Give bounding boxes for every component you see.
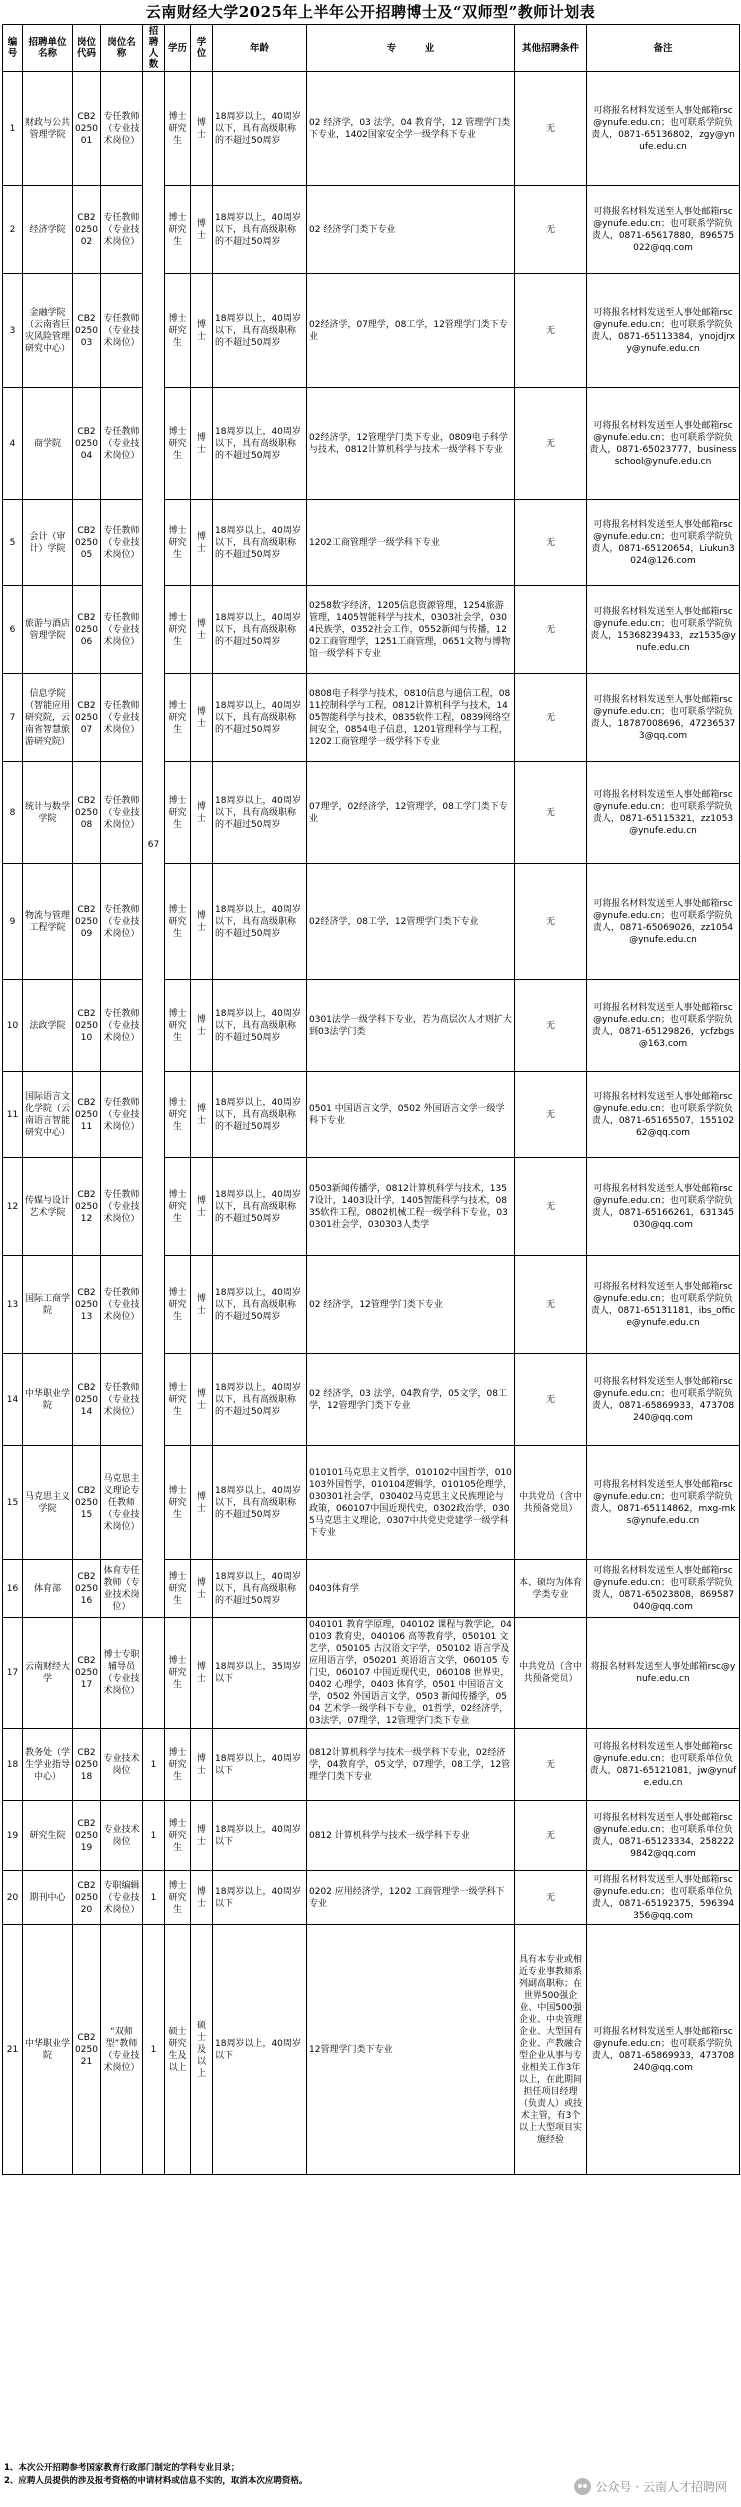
table-row <box>3 186 740 274</box>
page-title: 云南财经大学2025年上半年公开招聘博士及“双师型”教师计划表 <box>145 3 596 21</box>
age-requirement-cell: 18周岁以上，40周岁以下，具有高级职称的不超过50周岁 <box>213 500 307 586</box>
age-requirement-cell: 18周岁以上，40周岁以下，具有高级职称的不超过50周岁 <box>213 186 307 274</box>
headcount-cell: 1 <box>143 1729 165 1801</box>
age-requirement-cell: 18周岁以上，40周岁以下 <box>213 1801 307 1871</box>
row-number-cell: 7 <box>3 674 23 762</box>
degree-cell: 博士 <box>191 1729 213 1801</box>
degree-cell: 博士 <box>191 1801 213 1871</box>
remarks-cell: 可将报名材料发送至人事处邮箱rsc@ynufe.edu.cn；也可联系学院负责人，0871-65617880，896575022@qq.com <box>587 186 740 274</box>
major-cell: 02经济学，07理学，08工学，12管理学门类下专业 <box>307 274 515 388</box>
post-name-cell: 专任教师（专业技术岗位） <box>101 388 143 500</box>
row-number-cell: 8 <box>3 762 23 864</box>
education-cell: 博士研究生 <box>165 1801 191 1871</box>
header-cell: 编号 <box>3 25 23 72</box>
major-cell: 12管理学门类下专业 <box>307 1925 515 2175</box>
age-requirement-cell: 18周岁以上，35周岁以下 <box>213 1618 307 1729</box>
degree-cell: 博士 <box>191 1072 213 1158</box>
unit-name-cell: 信息学院（智能应用研究院，云南省智慧旅游研究院） <box>23 674 73 762</box>
other-conditions-cell: 中共党员（含中共预备党员） <box>515 1446 587 1560</box>
post-code-cell: CB2025005 <box>73 500 101 586</box>
footnote: 2、应聘人员提供的涉及报考资格的申请材料或信息不实的，取消本次应聘资格。 <box>4 2476 308 2486</box>
table-row <box>3 586 740 674</box>
unit-name-cell: 经济学院 <box>23 186 73 274</box>
post-code-cell: CB2025006 <box>73 586 101 674</box>
remarks-cell: 可将报名材料发送至人事处邮箱rsc@ynufe.edu.cn；也可联系单位负责人，0871-65121081，jw@ynufe.edu.cn <box>587 1729 740 1801</box>
post-code-cell: CB2025010 <box>73 980 101 1072</box>
table-row <box>3 674 740 762</box>
unit-name-cell: 会计（审计）学院 <box>23 500 73 586</box>
post-name-cell: 专任教师（专业技术岗位） <box>101 274 143 388</box>
major-cell: 0812计算机科学与技术一级学科下专业，02经济学，04教育学，05文学，07理学，08工学，12管理学门类下专业 <box>307 1729 515 1801</box>
table-row <box>3 1446 740 1560</box>
header-cell: 招聘单位名称 <box>23 25 73 72</box>
unit-name-cell: 旅游与酒店管理学院 <box>23 586 73 674</box>
age-requirement-cell: 18周岁以上，40周岁以下，具有高级职称的不超过50周岁 <box>213 1354 307 1446</box>
degree-cell: 博士 <box>191 72 213 186</box>
education-cell: 博士研究生 <box>165 762 191 864</box>
header-cell: 学历 <box>165 25 191 72</box>
table-row <box>3 1072 740 1158</box>
post-code-cell: CB2025017 <box>73 1618 101 1729</box>
row-number-cell: 1 <box>3 72 23 186</box>
age-requirement-cell: 18周岁以上，40周岁以下，具有高级职称的不超过50周岁 <box>213 1072 307 1158</box>
unit-name-cell: 法政学院 <box>23 980 73 1072</box>
other-conditions-cell: 中共党员（含中共预备党员） <box>515 1618 587 1729</box>
remarks-cell: 可将报名材料发送至人事处邮箱rsc@ynufe.edu.cn；也可联系学院负责人，0871-65114862，mxg-mks@ynufe.edu.cn <box>587 1446 740 1560</box>
age-requirement-cell: 18周岁以上，40周岁以下，具有高级职称的不超过50周岁 <box>213 388 307 500</box>
post-name-cell: 专任教师（专业技术岗位） <box>101 500 143 586</box>
unit-name-cell: 马克思主义学院 <box>23 1446 73 1560</box>
education-cell: 博士研究生 <box>165 1256 191 1354</box>
row-number-cell: 14 <box>3 1354 23 1446</box>
row-number-cell: 6 <box>3 586 23 674</box>
table-row <box>3 1801 740 1871</box>
age-requirement-cell: 18周岁以上，40周岁以下，具有高级职称的不超过50周岁 <box>213 674 307 762</box>
post-code-cell: CB2025002 <box>73 186 101 274</box>
education-cell: 博士研究生 <box>165 1446 191 1560</box>
wechat-icon <box>574 2478 591 2495</box>
post-code-cell: CB2025004 <box>73 388 101 500</box>
major-cell: 02 经济学，03 法学，04 教育学，12 管理学门类下专业，1402国家安全学一级学科下专业 <box>307 72 515 186</box>
table-row <box>3 1560 740 1618</box>
row-number-cell: 20 <box>3 1871 23 1925</box>
remarks-cell: 可将报名材料发送至人事处邮箱rsc@ynufe.edu.cn；也可联系学院负责人，0871-65113384，ynojdjrxy@ynufe.edu.cn <box>587 274 740 388</box>
degree-cell: 博士 <box>191 1158 213 1256</box>
degree-cell: 博士 <box>191 674 213 762</box>
education-cell: 博士研究生 <box>165 1072 191 1158</box>
unit-name-cell: 金融学院（云南省巨灾风险管理研究中心） <box>23 274 73 388</box>
post-name-cell: 专职编辑（专业技术岗位） <box>101 1871 143 1925</box>
education-cell: 博士研究生 <box>165 388 191 500</box>
major-cell: 0808电子科学与技术，0810信息与通信工程，0811控制科学与工程，0812计算机科学与技术，1405智能科学与技术，0835软件工程，0839网络空间安全，0854电子信息，1201管理科学与工程，1202工商管理学一级学科下专业 <box>307 674 515 762</box>
unit-name-cell: 商学院 <box>23 388 73 500</box>
post-name-cell: 专任教师（专业技术岗位） <box>101 72 143 186</box>
major-cell: 0812 计算机科学与技术一级学科下专业 <box>307 1801 515 1871</box>
other-conditions-cell: 本、硕均为体育学类专业 <box>515 1560 587 1618</box>
education-cell: 博士研究生 <box>165 864 191 980</box>
other-conditions-cell: 无 <box>515 1256 587 1354</box>
education-cell: 博士研究生 <box>165 72 191 186</box>
education-cell: 博士研究生 <box>165 186 191 274</box>
table-row <box>3 72 740 186</box>
other-conditions-cell: 无 <box>515 1801 587 1871</box>
table-row <box>3 1158 740 1256</box>
header-cell: 学位 <box>191 25 213 72</box>
post-name-cell: 专任教师（专业技术岗位） <box>101 1354 143 1446</box>
unit-name-cell: 期刊中心 <box>23 1871 73 1925</box>
education-cell: 博士研究生 <box>165 1560 191 1618</box>
post-name-cell: 专任教师（专业技术岗位） <box>101 864 143 980</box>
table-row <box>3 1925 740 2175</box>
table-row <box>3 1729 740 1801</box>
other-conditions-cell: 无 <box>515 1871 587 1925</box>
other-conditions-cell: 无 <box>515 388 587 500</box>
degree-cell: 博士 <box>191 1256 213 1354</box>
table-header-row <box>3 25 740 72</box>
headcount-cell <box>143 1618 165 1729</box>
header-cell: 年龄 <box>213 25 307 72</box>
row-number-cell: 13 <box>3 1256 23 1354</box>
table-row <box>3 1618 740 1729</box>
post-name-cell: 专任教师（专业技术岗位） <box>101 586 143 674</box>
table-row <box>3 864 740 980</box>
major-cell: 040101 教育学原理，040102 课程与教学论，040103 教育史，040106 高等教育学，050101 文艺学，050105 古汉语文字学，050102 语言学及应用语言学，050201 英语语言文学，060105 专门史，060107 中国近现代史，060108 世界史，0402 心理学，0403 体育学，0501 中国语言文学，0502 外国语言文学，0503 新闻传播学，0504 艺术学一级学科下专业，01哲学，02经济学，03法学，07理学，12管理学门类下专业 <box>307 1618 515 1729</box>
table-row <box>3 500 740 586</box>
other-conditions-cell: 无 <box>515 762 587 864</box>
other-conditions-cell: 无 <box>515 864 587 980</box>
headcount-cell: 1 <box>143 1871 165 1925</box>
age-requirement-cell: 18周岁以上，40周岁以下，具有高级职称的不超过50周岁 <box>213 1256 307 1354</box>
post-code-cell: CB2025020 <box>73 1871 101 1925</box>
row-number-cell: 17 <box>3 1618 23 1729</box>
major-cell: 0501 中国语言文学，0502 外国语言文学一级学科下专业 <box>307 1072 515 1158</box>
unit-name-cell: 传媒与设计艺术学院 <box>23 1158 73 1256</box>
post-code-cell: CB2025021 <box>73 1925 101 2175</box>
remarks-cell: 可将报名材料发送至人事处邮箱rsc@ynufe.edu.cn；也可联系学院负责人，0871-65120654，Liukun3024@126.com <box>587 500 740 586</box>
post-code-cell: CB2025012 <box>73 1158 101 1256</box>
header-cell: 岗位名称 <box>101 25 143 72</box>
table-row <box>3 762 740 864</box>
headcount-cell: 1 <box>143 1925 165 2175</box>
major-cell: 02经济学，12管理学门类下专业，0809电子科学与技术，0812计算机科学与技术一级学科下专业 <box>307 388 515 500</box>
major-cell: 0403体育学 <box>307 1560 515 1618</box>
post-name-cell: 专任教师（专业技术岗位） <box>101 762 143 864</box>
education-cell: 博士研究生 <box>165 980 191 1072</box>
unit-name-cell: 云南财经大学 <box>23 1618 73 1729</box>
remarks-cell: 将报名材料发送至人事处邮箱rsc@ynufe.edu.cn <box>587 1618 740 1729</box>
remarks-cell: 可将报名材料发送至人事处邮箱rsc@ynufe.edu.cn；也可联系学院负责人，0871-65129826，ycfzbgs@163.com <box>587 980 740 1072</box>
other-conditions-cell: 无 <box>515 1158 587 1256</box>
header-cell: 备注 <box>587 25 740 72</box>
post-code-cell: CB2025015 <box>73 1446 101 1560</box>
unit-name-cell: 国际语言文化学院（云南语言智能研究中心） <box>23 1072 73 1158</box>
header-cell: 专 业 <box>307 25 515 72</box>
degree-cell: 博士 <box>191 864 213 980</box>
remarks-cell: 可将报名材料发送至人事处邮箱rsc@ynufe.edu.cn；也可联系学院负责人，0871-65166261，631345030@qq.com <box>587 1158 740 1256</box>
unit-name-cell: 教务处（学生学业指导中心） <box>23 1729 73 1801</box>
unit-name-cell: 物流与管理工程学院 <box>23 864 73 980</box>
post-code-cell: CB2025007 <box>73 674 101 762</box>
recruitment-table <box>2 24 740 2175</box>
major-cell: 02经济学，08工学，12管理学门类下专业 <box>307 864 515 980</box>
other-conditions-cell: 无 <box>515 72 587 186</box>
header-cell: 招聘人数 <box>143 25 165 72</box>
post-name-cell: 专任教师（专业技术岗位） <box>101 1256 143 1354</box>
degree-cell: 博士 <box>191 500 213 586</box>
post-name-cell: 专任教师（专业技术岗位） <box>101 1072 143 1158</box>
remarks-cell: 可将报名材料发送至人事处邮箱rsc@ynufe.edu.cn；也可联系学院负责人，0871-65136802，zgy@ynufe.edu.cn <box>587 72 740 186</box>
major-cell: 010101马克思主义哲学，010102中国哲学，010103外国哲学，010104逻辑学，010105伦理学，030301社会学，030402马克思主义民族理论与政策，060107中国近现代史，0302政治学，0305马克思主义理论，0307中共党史党建学一级学科下专业 <box>307 1446 515 1560</box>
other-conditions-cell: 无 <box>515 1072 587 1158</box>
post-code-cell: CB2025019 <box>73 1801 101 1871</box>
degree-cell: 博士 <box>191 274 213 388</box>
row-number-cell: 4 <box>3 388 23 500</box>
post-name-cell: 体育专任教师（专业技术岗位） <box>101 1560 143 1618</box>
row-number-cell: 18 <box>3 1729 23 1801</box>
age-requirement-cell: 18周岁以上，40周岁以下，具有高级职称的不超过50周岁 <box>213 586 307 674</box>
headcount-cell: 67 <box>143 72 165 1618</box>
age-requirement-cell: 18周岁以上，40周岁以下 <box>213 1729 307 1801</box>
unit-name-cell: 研究生院 <box>23 1801 73 1871</box>
major-cell: 0301法学一级学科下专业，若为高层次人才则扩大到03法学门类 <box>307 980 515 1072</box>
education-cell: 博士研究生 <box>165 586 191 674</box>
other-conditions-cell: 具有本专业或相近专业事教师系列副高职称；在世界500强企业、中国500强企业、中央管理企业、大型国有企业、产教融合型企业从事与专业相关工作3年以上，在此期间担任项目经理（负责人）或技术主管，有3个以上大型项目实施经验 <box>515 1925 587 2175</box>
post-code-cell: CB2025003 <box>73 274 101 388</box>
education-cell: 博士研究生 <box>165 1871 191 1925</box>
other-conditions-cell: 无 <box>515 500 587 586</box>
post-name-cell: 专任教师（专业技术岗位） <box>101 1158 143 1256</box>
major-cell: 02 经济学，12管理学门类下专业 <box>307 1256 515 1354</box>
post-name-cell: 专任教师（专业技术岗位） <box>101 186 143 274</box>
unit-name-cell: 中华职业学院 <box>23 1925 73 2175</box>
age-requirement-cell: 18周岁以上，40周岁以下，具有高级职称的不超过50周岁 <box>213 1158 307 1256</box>
remarks-cell: 可将报名材料发送至人事处邮箱rsc@ynufe.edu.cn；也可联系学院负责人，0871-65131181，ibs_office@ynufe.edu.cn <box>587 1256 740 1354</box>
education-cell: 博士研究生 <box>165 674 191 762</box>
header-cell: 其他招聘条件 <box>515 25 587 72</box>
unit-name-cell: 中华职业学院 <box>23 1354 73 1446</box>
education-cell: 博士研究生 <box>165 1729 191 1801</box>
row-number-cell: 11 <box>3 1072 23 1158</box>
major-cell: 02 经济学门类下专业 <box>307 186 515 274</box>
post-name-cell: 马克思主义理论专任教师（专业技术岗位） <box>101 1446 143 1560</box>
other-conditions-cell: 无 <box>515 1354 587 1446</box>
major-cell: 07理学，02经济学，12管理学，08工学门类下专业 <box>307 762 515 864</box>
table-row <box>3 274 740 388</box>
table-row <box>3 1256 740 1354</box>
remarks-cell: 可将报名材料发送至人事处邮箱rsc@ynufe.edu.cn；也可联系学院负责人，18787008696，472365373@qq.com <box>587 674 740 762</box>
age-requirement-cell: 18周岁以上，40周岁以下 <box>213 1925 307 2175</box>
post-code-cell: CB2025013 <box>73 1256 101 1354</box>
age-requirement-cell: 18周岁以上，40周岁以下，具有高级职称的不超过50周岁 <box>213 274 307 388</box>
watermark-text: 公众号 · 云南人才招聘网 <box>595 2480 727 2494</box>
row-number-cell: 10 <box>3 980 23 1072</box>
remarks-cell: 可将报名材料发送至人事处邮箱rsc@ynufe.edu.cn；也可联系学院负责人，0871-65869933，473708240@qq.com <box>587 1354 740 1446</box>
age-requirement-cell: 18周岁以上，40周岁以下，具有高级职称的不超过50周岁 <box>213 762 307 864</box>
unit-name-cell: 国际工商学院 <box>23 1256 73 1354</box>
table-row <box>3 1871 740 1925</box>
degree-cell: 博士 <box>191 762 213 864</box>
remarks-cell: 可将报名材料发送至人事处邮箱rsc@ynufe.edu.cn；也可联系学院负责人，0871-65115321，zz1053@ynufe.edu.cn <box>587 762 740 864</box>
age-requirement-cell: 18周岁以上，40周岁以下，具有高级职称的不超过50周岁 <box>213 864 307 980</box>
unit-name-cell: 财政与公共管理学院 <box>23 72 73 186</box>
unit-name-cell: 统计与数学学院 <box>23 762 73 864</box>
post-name-cell: 专任教师（专业技术岗位） <box>101 980 143 1072</box>
remarks-cell: 可将报名材料发送至人事处邮箱rsc@ynufe.edu.cn；也可联系学院负责人，0871-65023777，businessschool@ynufe.edu.cn <box>587 388 740 500</box>
post-code-cell: CB2025009 <box>73 864 101 980</box>
education-cell: 博士研究生 <box>165 1354 191 1446</box>
post-code-cell: CB2025014 <box>73 1354 101 1446</box>
other-conditions-cell: 无 <box>515 980 587 1072</box>
age-requirement-cell: 18周岁以上，40周岁以下，具有高级职称的不超过50周岁 <box>213 980 307 1072</box>
post-name-cell: 专业技术岗位 <box>101 1729 143 1801</box>
post-name-cell: 博士专职辅导员（专业技术岗位） <box>101 1618 143 1729</box>
row-number-cell: 15 <box>3 1446 23 1560</box>
row-number-cell: 21 <box>3 1925 23 2175</box>
header-cell: 岗位代码 <box>73 25 101 72</box>
education-cell: 博士研究生 <box>165 1158 191 1256</box>
row-number-cell: 3 <box>3 274 23 388</box>
table-body <box>3 72 740 2175</box>
row-number-cell: 19 <box>3 1801 23 1871</box>
degree-cell: 博士 <box>191 1354 213 1446</box>
degree-cell: 博士 <box>191 1446 213 1560</box>
post-name-cell: “双师型”教师（专业技术岗位） <box>101 1925 143 2175</box>
remarks-cell: 可将报名材料发送至人事处邮箱rsc@ynufe.edu.cn；也可联系学院负责人，0871-65165507，15510262@qq.com <box>587 1072 740 1158</box>
remarks-cell: 可将报名材料发送至人事处邮箱rsc@ynufe.edu.cn；也可联系学院负责人，0871-65023808，869587040@qq.com <box>587 1560 740 1618</box>
age-requirement-cell: 18周岁以上，40周岁以下，具有高级职称的不超过50周岁 <box>213 1560 307 1618</box>
major-cell: 0202 应用经济学，1202 工商管理学一级学科下专业 <box>307 1871 515 1925</box>
other-conditions-cell: 无 <box>515 274 587 388</box>
post-code-cell: CB2025018 <box>73 1729 101 1801</box>
age-requirement-cell: 18周岁以上，40周岁以下，具有高级职称的不超过50周岁 <box>213 1446 307 1560</box>
row-number-cell: 2 <box>3 186 23 274</box>
remarks-cell: 可将报名材料发送至人事处邮箱rsc@ynufe.edu.cn；也可联系学院负责人，15368239433，zz1535@ynufe.edu.cn <box>587 586 740 674</box>
remarks-cell: 可将报名材料发送至人事处邮箱rsc@ynufe.edu.cn；也可联系单位负责人，0871-65123334，2582229842@qq.com <box>587 1801 740 1871</box>
post-code-cell: CB2025016 <box>73 1560 101 1618</box>
other-conditions-cell: 无 <box>515 1729 587 1801</box>
remarks-cell: 可将报名材料发送至人事处邮箱rsc@ynufe.edu.cn；也可联系学院负责人，0871-65069026，zz1054@ynufe.edu.cn <box>587 864 740 980</box>
post-code-cell: CB2025008 <box>73 762 101 864</box>
degree-cell: 博士 <box>191 186 213 274</box>
row-number-cell: 16 <box>3 1560 23 1618</box>
other-conditions-cell: 无 <box>515 674 587 762</box>
headcount-cell: 1 <box>143 1801 165 1871</box>
remarks-cell: 可将报名材料发送至人事处邮箱rsc@ynufe.edu.cn；也可联系学院负责人，0871-65869933，473708240@qq.com <box>587 1925 740 2175</box>
post-name-cell: 专业技术岗位 <box>101 1801 143 1871</box>
major-cell: 02 经济学，03 法学，04教育学，05文学，08工学，12管理学门类下专业 <box>307 1354 515 1446</box>
watermark <box>574 2478 727 2495</box>
post-code-cell: CB2025011 <box>73 1072 101 1158</box>
table-row <box>3 1354 740 1446</box>
education-cell: 硕士研究生及以上 <box>165 1925 191 2175</box>
education-cell: 博士研究生 <box>165 274 191 388</box>
row-number-cell: 12 <box>3 1158 23 1256</box>
education-cell: 博士研究生 <box>165 1618 191 1729</box>
major-cell: 0503新闻传播学，0812计算机科学与技术，1357设计，1403设计学，1405智能科学与技术，0835软件工程，0802机械工程一级学科下专业，030301社会学，030303人类学 <box>307 1158 515 1256</box>
unit-name-cell: 体育部 <box>23 1560 73 1618</box>
age-requirement-cell: 18周岁以上，40周岁以下 <box>213 1871 307 1925</box>
degree-cell: 博士 <box>191 388 213 500</box>
major-cell: 1202工商管理学一级学科下专业 <box>307 500 515 586</box>
other-conditions-cell: 无 <box>515 186 587 274</box>
post-code-cell: CB2025001 <box>73 72 101 186</box>
row-number-cell: 5 <box>3 500 23 586</box>
post-name-cell: 专任教师（专业技术岗位） <box>101 674 143 762</box>
education-cell: 博士研究生 <box>165 500 191 586</box>
degree-cell: 博士 <box>191 1871 213 1925</box>
age-requirement-cell: 18周岁以上，40周岁以下，具有高级职称的不超过50周岁 <box>213 72 307 186</box>
footnote: 1、本次公开招聘参考国家教育行政部门制定的学科专业目录； <box>4 2463 240 2473</box>
degree-cell: 博士 <box>191 1618 213 1729</box>
table-row <box>3 980 740 1072</box>
degree-cell: 博士 <box>191 1560 213 1618</box>
degree-cell: 博士 <box>191 586 213 674</box>
remarks-cell: 可将报名材料发送至人事处邮箱rsc@ynufe.edu.cn；也可联系单位负责人，0871-65192375，596394356@qq.com <box>587 1871 740 1925</box>
other-conditions-cell: 无 <box>515 586 587 674</box>
row-number-cell: 9 <box>3 864 23 980</box>
table-row <box>3 388 740 500</box>
degree-cell: 博士 <box>191 980 213 1072</box>
degree-cell: 硕士及以上 <box>191 1925 213 2175</box>
major-cell: 0258数字经济，1205信息资源管理，1254旅游管理，1405智能科学与技术，0303社会学，0304民族学，0352社会工作，0552新闻与传播，1202工商管理学，1251工商管理，0651文物与博物馆一级学科下专业 <box>307 586 515 674</box>
